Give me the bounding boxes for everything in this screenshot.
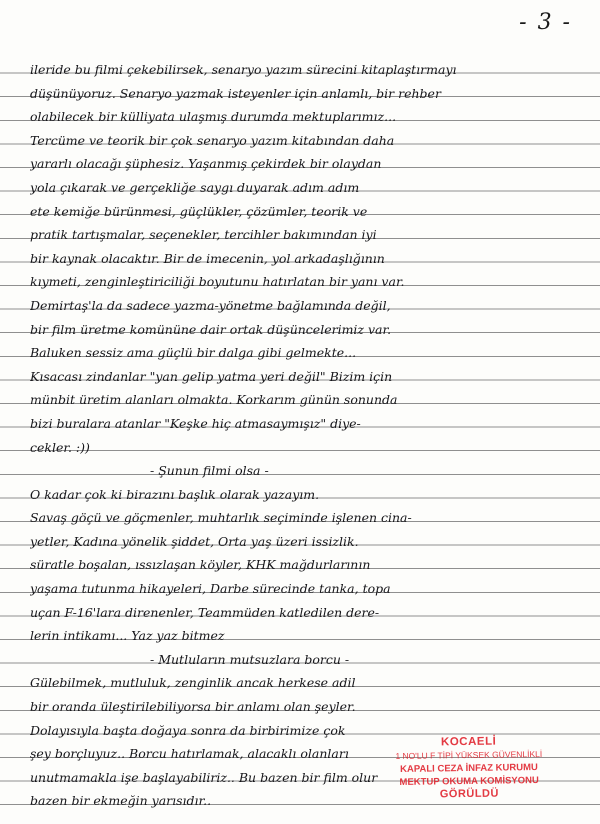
text-line: Dolayısıyla başta doğaya sonra da birbirimize çok bbox=[30, 722, 346, 738]
text-line: yaşama tutunma hikayeleri, Darbe sürecinde tanka, topa bbox=[30, 581, 391, 597]
text-line: uçan F-16'lara direnenler, Teammüden katledilen dere- bbox=[30, 604, 380, 620]
text-line: yararlı olacağı şüphesiz. Yaşanmış çekirdek bir olaydan bbox=[30, 156, 382, 172]
text-line: unutmamakla işe başlayabiliriz.. Bu bazen bir film olur bbox=[30, 769, 378, 785]
text-line: yola çıkarak ve gerçekliğe saygı duyarak adım adım bbox=[30, 179, 360, 195]
text-line: lerin intikamı... Yaz yaz bitmez bbox=[30, 628, 225, 644]
text-line: O kadar çok ki birazını başlık olarak yazayım. bbox=[30, 486, 320, 502]
text-line: bir film üretme komününe dair ortak düşüncelerimiz var. bbox=[30, 321, 392, 337]
stamp-institution-2: KAPALI CEZA İNFAZ KURUMU bbox=[400, 762, 538, 775]
text-line: ete kemiğe bürünmesi, güçlükler, çözümler, teorik ve bbox=[30, 203, 368, 219]
text-line: Savaş göçü ve göçmenler, muhtarlık seçiminde işlenen cina- bbox=[30, 510, 412, 526]
text-line: Demirtaş'la da sadece yazma-yönetme bağlamında değil, bbox=[30, 297, 391, 313]
page-number: - 3 - bbox=[519, 10, 572, 35]
text-line: şey borçluyuz.. Borcu hatırlamak, alacaklı olanları bbox=[30, 746, 349, 762]
text-line: ileride bu filmi çekebilirsek, senaryo yazım sürecini kitaplaştırmayı bbox=[30, 62, 457, 77]
text-line: bizi buralara atanlar "Keşke hiç atmasaymışız" diye- bbox=[30, 415, 361, 431]
text-line: Baluken sessiz ama güçlü bir dalga gibi gelmekte... bbox=[30, 345, 357, 361]
section-heading: - Mutluların mutsuzlara borcu - bbox=[150, 651, 350, 667]
text-line: Tercüme ve teorik bir çok senaryo yazım kitabından daha bbox=[30, 132, 395, 148]
text-line: bir kaynak olacaktır. Bir de imecenin, yol arkadaşlığının bbox=[30, 250, 385, 266]
stamp-seen: GÖRÜLDÜ bbox=[439, 787, 499, 801]
section-heading: - Şunun filmi olsa - bbox=[150, 463, 269, 479]
text-line: münbit üretim alanları olmakta. Korkarım günün sonunda bbox=[30, 392, 398, 408]
handwritten-text bbox=[30, 58, 590, 813]
text-line: düşünüyoruz. Senaryo yazmak isteyenler için anlamlı, bir rehber bbox=[30, 85, 441, 101]
text-line: cekler. :)) bbox=[30, 439, 90, 455]
stamp-institution: 1 NO'LU F TİPİ YÜKSEK GÜVENLİKLİ bbox=[395, 748, 543, 762]
censor-stamp bbox=[354, 734, 585, 802]
text-line: yetler, Kadına yönelik şiddet, Orta yaş üzeri issizlik. bbox=[30, 533, 359, 549]
text-line: Kısacası zindanlar "yan gelip yatma yeri değil" Bizim için bbox=[30, 368, 393, 384]
stamp-commission: MEKTUP OKUMA KOMİSYONU bbox=[399, 775, 539, 788]
text-line: bazen bir ekmeğin yarısıdır.. bbox=[30, 793, 212, 809]
text-line: kıymeti, zenginleştiriciliği boyutunu hatırlatan bir yanı var. bbox=[30, 274, 405, 290]
text-line: bir oranda üleştirilebiliyorsa bir anlamı olan şeyler. bbox=[30, 699, 356, 715]
text-line: pratik tartışmalar, seçenekler, tercihler bakımından iyi bbox=[30, 227, 377, 243]
text-line: süratle boşalan, ıssızlaşan köyler, KHK mağdurlarının bbox=[30, 557, 371, 573]
text-line: Gülebilmek, mutluluk, zenginlik ancak herkese adil bbox=[30, 675, 356, 691]
stamp-city: KOCAELİ bbox=[440, 735, 497, 749]
text-line: olabilecek bir külliyata ulaşmış durumda mektuplarımız... bbox=[30, 109, 397, 125]
